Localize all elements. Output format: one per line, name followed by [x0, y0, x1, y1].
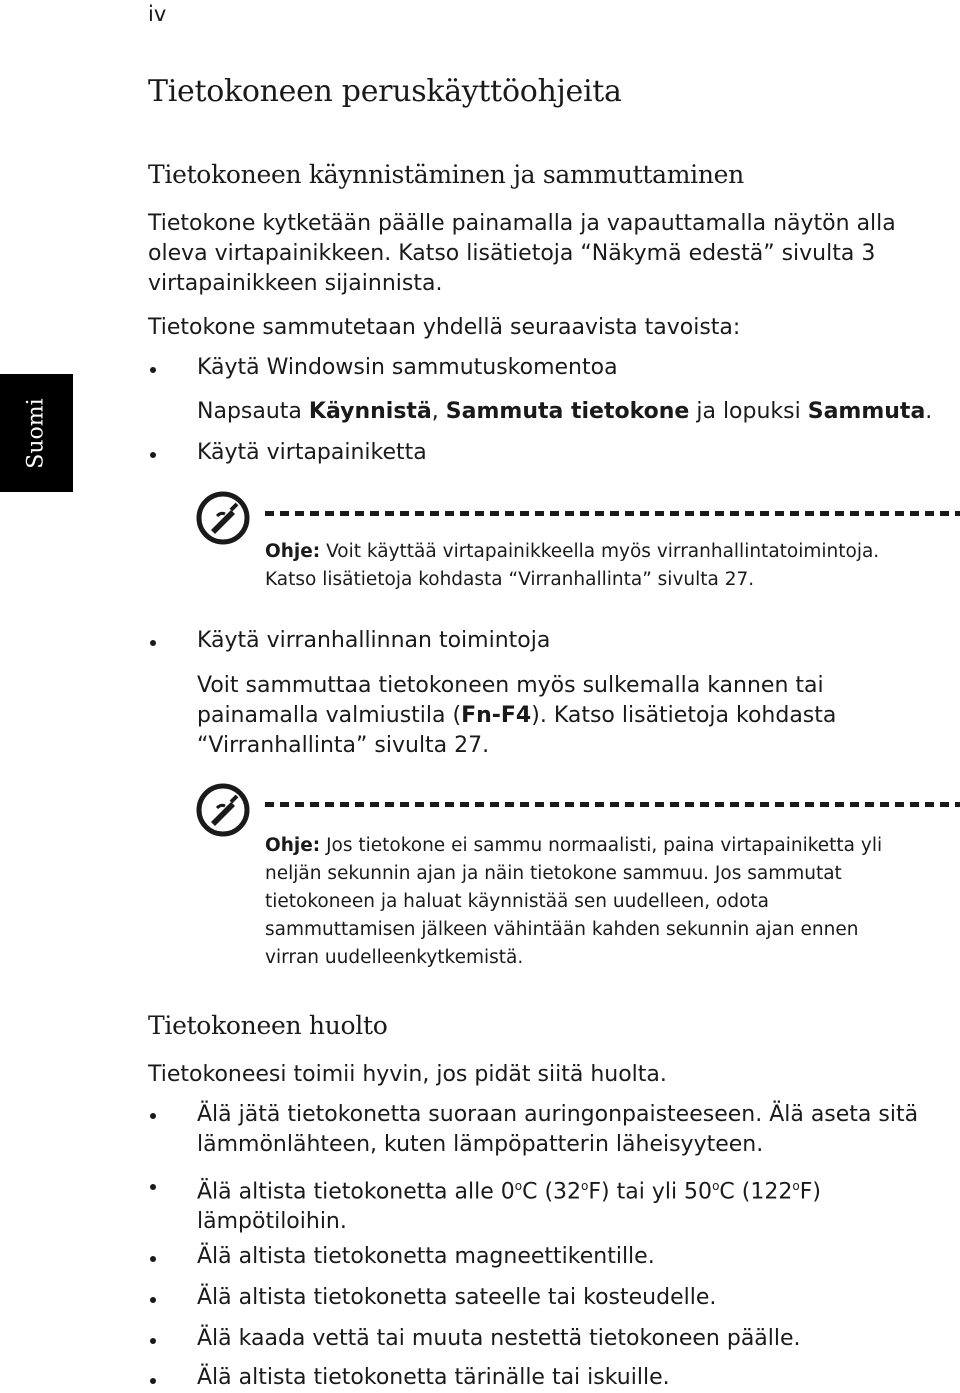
bullet-power-management: Käytä virranhallinnan toimintoja — [197, 628, 551, 653]
bullet-windows-shutdown: Käytä Windowsin sammutuskomentoa — [197, 355, 618, 380]
section-heading-startup: Tietokoneen käynnistäminen ja sammuttaminen — [148, 160, 744, 189]
detail-text: ja lopuksi — [689, 399, 808, 424]
detail-text: Voit sammuttaa tietokoneen myös sulkemalla kannen tai — [197, 673, 824, 698]
note-power-management — [265, 538, 879, 594]
page-number: iv — [148, 2, 167, 26]
care-item-sunlight — [197, 1100, 918, 1160]
detail-text: Napsauta — [197, 399, 309, 424]
note-text: Jos tietokone ei sammu normaalisti, paina virtapainiketta yli — [320, 835, 883, 856]
degree-mark: o — [792, 1179, 800, 1193]
shutdown-label: Sammuta — [807, 399, 926, 424]
bullet-marker — [150, 1338, 156, 1344]
bullet-marker — [150, 1184, 156, 1190]
language-tab — [0, 374, 73, 492]
note-forced-shutdown — [265, 832, 882, 972]
note-text: Voit käyttää virtapainikkeella myös virranhallintatoimintoja. — [320, 541, 880, 562]
note-text: tietokoneen ja haluat käynnistää sen uudelleen, odota — [265, 891, 769, 912]
bullet-power-button: Käytä virtapainiketta — [197, 440, 427, 465]
care-text: lämmönlähteen, kuten lämpöpatterin läheisyyteen. — [197, 1132, 764, 1157]
bullet-marker — [150, 367, 156, 373]
bullet-marker — [150, 1256, 156, 1262]
detail-text: painamalla valmiustila ( — [197, 703, 462, 728]
paragraph-line: virtapainikkeen sijainnista. — [148, 271, 443, 296]
degree-mark: o — [514, 1179, 523, 1193]
care-item-liquid: Älä kaada vettä tai muuta nestettä tietokoneen päälle. — [197, 1326, 801, 1351]
note-label: Ohje: — [265, 835, 321, 856]
degree-mark: o — [581, 1179, 589, 1193]
degree-mark: o — [712, 1179, 720, 1193]
care-item-magnetic: Älä altista tietokonetta magneettikentille. — [197, 1244, 655, 1269]
detail-text: . — [925, 399, 933, 424]
care-text: C (32 — [522, 1179, 582, 1205]
bullet-marker — [150, 1378, 156, 1384]
paragraph-care-intro: Tietokoneesi toimii hyvin, jos pidät siitä huolta. — [148, 1062, 667, 1087]
paragraph-line: oleva virtapainikkeen. Katso lisätietoja “Näkymä edestä” sivulta 3 — [148, 241, 876, 266]
paragraph-line: Tietokone kytketään päälle painamalla ja vapauttamalla näytön alla — [148, 211, 896, 236]
note-pen-icon — [195, 782, 251, 838]
note-text: virran uudelleenkytkemistä. — [265, 947, 524, 968]
bullet-marker — [150, 1113, 156, 1119]
care-text: Älä jätä tietokonetta suoraan auringonpaisteeseen. Älä aseta sitä — [197, 1102, 919, 1127]
bullet-power-management-detail — [197, 671, 836, 761]
care-text: F) — [799, 1179, 821, 1205]
note-divider — [265, 802, 960, 807]
care-text: lämpötiloihin. — [197, 1209, 347, 1235]
language-tab-label: Suomi — [23, 397, 49, 469]
bullet-marker — [150, 640, 156, 646]
care-text: C (122 — [719, 1179, 793, 1205]
care-text: Älä altista tietokonetta alle 0 — [197, 1179, 515, 1205]
detail-text: ). Katso lisätietoja kohdasta — [531, 703, 837, 728]
care-item-rain: Älä altista tietokonetta sateelle tai kosteudelle. — [197, 1285, 717, 1310]
detail-text: , — [431, 399, 446, 424]
paragraph-power-off-intro: Tietokone sammutetaan yhdellä seuraavista tavoista: — [148, 315, 741, 340]
page-title: Tietokoneen peruskäyttöohjeita — [148, 74, 622, 109]
note-text: sammuttamisen jälkeen vähintään kahden sekunnin ajan ennen — [265, 919, 859, 940]
note-label: Ohje: — [265, 541, 321, 562]
section-heading-care: Tietokoneen huolto — [148, 1011, 388, 1040]
paragraph-power-on — [148, 209, 896, 299]
care-item-vibration: Älä altista tietokonetta tärinälle tai iskuille. — [197, 1365, 670, 1390]
start-menu-label: Käynnistä — [308, 399, 432, 424]
care-item-temperature — [197, 1171, 821, 1237]
note-text: Katso lisätietoja kohdasta “Virranhallinta” sivulta 27. — [265, 569, 755, 590]
care-text: F) tai yli 50 — [588, 1179, 713, 1205]
note-text: neljän sekunnin ajan ja näin tietokone sammuu. Jos sammutat — [265, 863, 842, 884]
detail-text: “Virranhallinta” sivulta 27. — [197, 733, 490, 758]
bullet-windows-shutdown-detail — [197, 397, 932, 427]
bullet-marker — [150, 452, 156, 458]
note-pen-icon — [195, 490, 251, 546]
note-divider — [265, 511, 960, 516]
bullet-marker — [150, 1297, 156, 1303]
shutdown-computer-label: Sammuta tietokone — [445, 399, 690, 424]
hotkey-label: Fn-F4 — [461, 703, 532, 728]
